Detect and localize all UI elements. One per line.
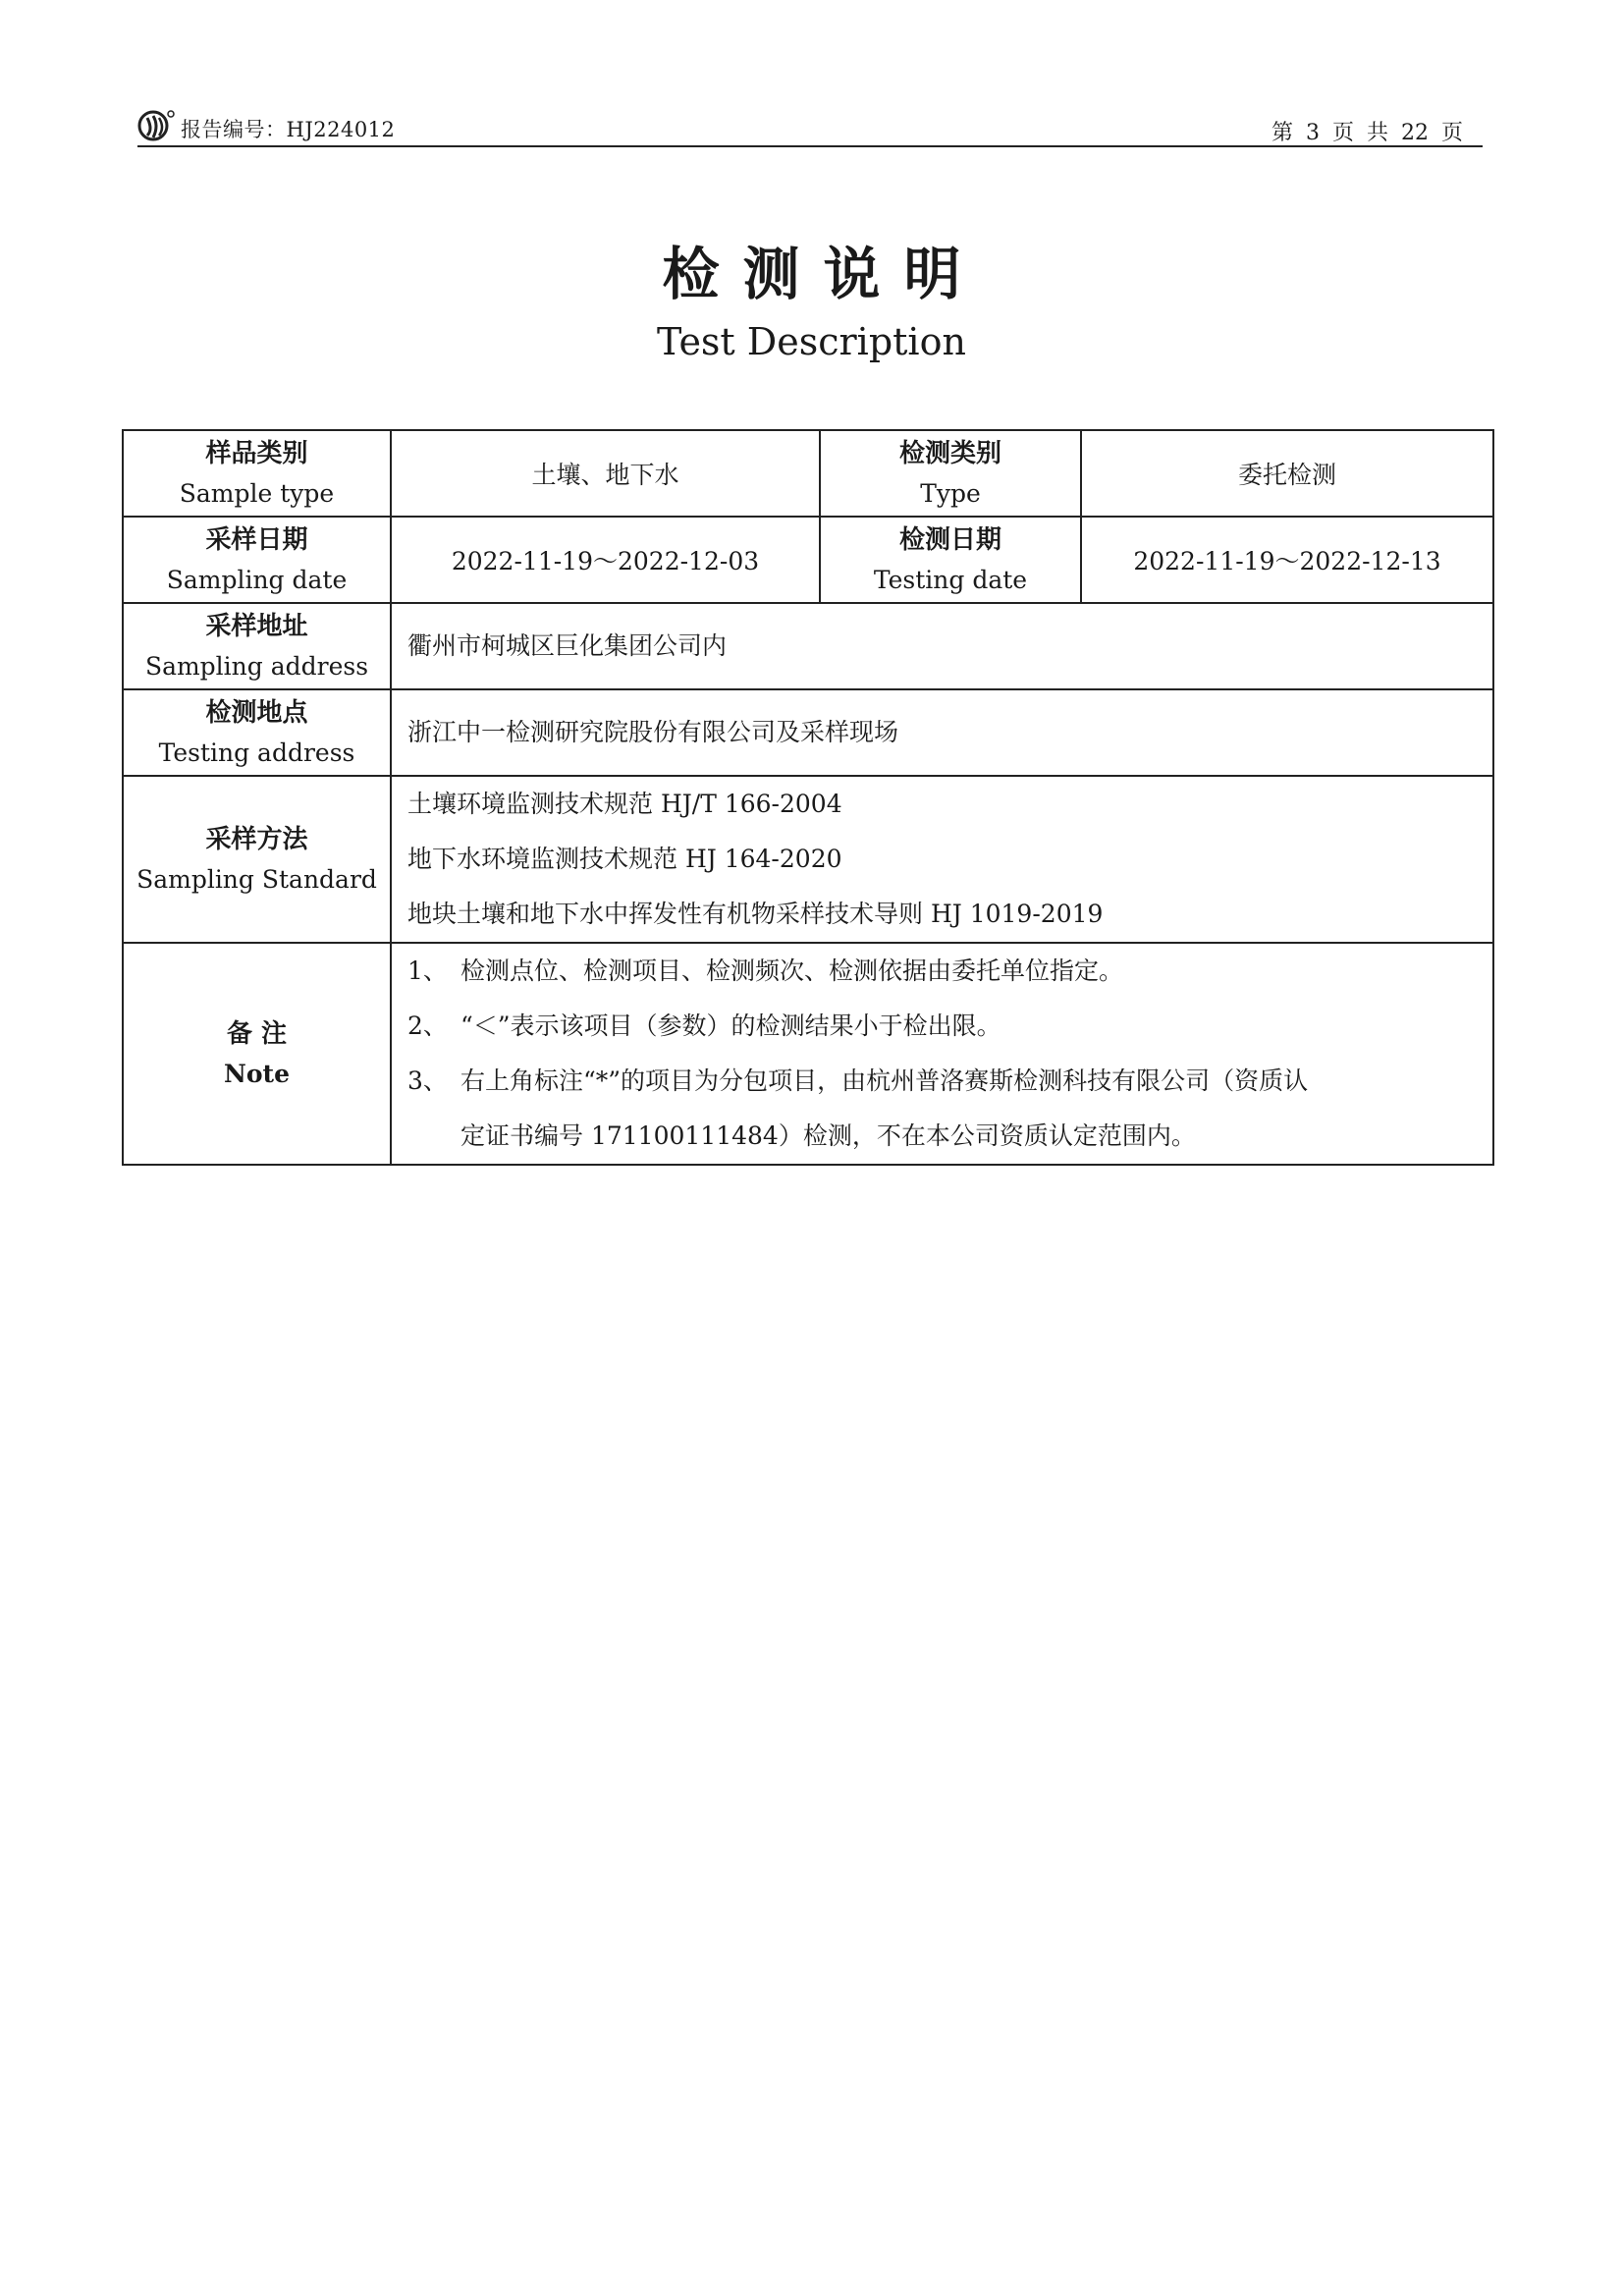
note-label-cn: 备 注: [226, 1019, 288, 1049]
test-type-label-en: Type: [920, 479, 981, 508]
sample-type-label-en: Sample type: [179, 479, 335, 508]
test-description-table: [122, 429, 1494, 1166]
note-number: 3、: [407, 1066, 448, 1095]
testing-date-label: [820, 517, 1081, 603]
sampling-date-label: [123, 517, 391, 603]
sampling-standard-label-cn: 采样方法: [205, 825, 308, 854]
sampling-standard-label: [123, 776, 391, 943]
standard-line: 地块土壤和地下水中挥发性有机物采样技术导则 HJ 1019-2019: [407, 900, 1104, 928]
sampling-address-text: 衢州市柯城区巨化集团公司内: [407, 631, 728, 660]
standard-line: 地下水环境监测技术规范 HJ 164-2020: [407, 845, 842, 873]
testing-date-value: 2022-11-19～2022-12-13: [1081, 517, 1493, 603]
testing-address-text: 浙江中一检测研究院股份有限公司及采样现场: [407, 718, 899, 746]
note-item: [404, 944, 1481, 999]
sample-type-label: [123, 430, 391, 517]
note-item: [404, 999, 1481, 1054]
sample-type-value: 土壤、地下水: [391, 430, 820, 517]
sampling-address-label-en: Sampling address: [144, 652, 369, 681]
note-text: 右上角标注“*”的项目为分包项目，由杭州普洛赛斯检测科技有限公司（资质认: [460, 1066, 1309, 1095]
sample-type-label-cn: 样品类别: [205, 439, 308, 468]
sampling-standard-label-en: Sampling Standard: [136, 865, 377, 894]
testing-address-label-cn: 检测地点: [205, 698, 308, 728]
table-row: [123, 603, 1493, 689]
page-indicator: 第 3 页 共 22 页: [1271, 121, 1463, 145]
table-row: [123, 776, 1493, 943]
page-title-en: Test Description: [657, 320, 966, 363]
table-row: [123, 430, 1493, 517]
note-text: “＜”表示该项目（参数）的检测结果小于检出限。: [460, 1011, 1001, 1040]
sampling-standard-value: [391, 776, 1493, 943]
page-title-cn: 检测说明: [662, 241, 985, 307]
note-number: 1、: [407, 957, 448, 985]
sampling-date-label-cn: 采样日期: [205, 525, 308, 555]
table-row: [123, 943, 1493, 1165]
testing-date-label-en: Testing date: [873, 566, 1028, 594]
sampling-date-label-en: Sampling date: [166, 566, 348, 594]
note-text: 检测点位、检测项目、检测频次、检测依据由委托单位指定。: [460, 957, 1124, 985]
sampling-address-label-cn: 采样地址: [205, 612, 308, 641]
sampling-address-label: [123, 603, 391, 689]
report-number: 报告编号：HJ224012: [181, 118, 396, 141]
note-label-en: Note: [224, 1060, 290, 1088]
table-row: [123, 517, 1493, 603]
table-row: [123, 689, 1493, 776]
test-type-value: 委托检测: [1081, 430, 1493, 517]
note-text-continuation: 定证书编号 171100111484）检测，不在本公司资质认定范围内。: [460, 1121, 1196, 1150]
test-type-label: [820, 430, 1081, 517]
sampling-date-value: 2022-11-19～2022-12-03: [391, 517, 820, 603]
page-header: [137, 106, 1483, 147]
standard-line: 土壤环境监测技术规范 HJ/T 166-2004: [407, 790, 842, 818]
company-logo-icon: [137, 108, 179, 141]
testing-address-label: [123, 689, 391, 776]
testing-address-value: [391, 689, 1493, 776]
note-item: [404, 1054, 1481, 1109]
sampling-address-value: [391, 603, 1493, 689]
note-label: [123, 943, 391, 1165]
test-type-label-cn: 检测类别: [898, 439, 1001, 468]
note-value: [391, 943, 1493, 1165]
testing-date-label-cn: 检测日期: [898, 525, 1001, 555]
note-number: 2、: [407, 1011, 448, 1040]
testing-address-label-en: Testing address: [158, 738, 355, 767]
